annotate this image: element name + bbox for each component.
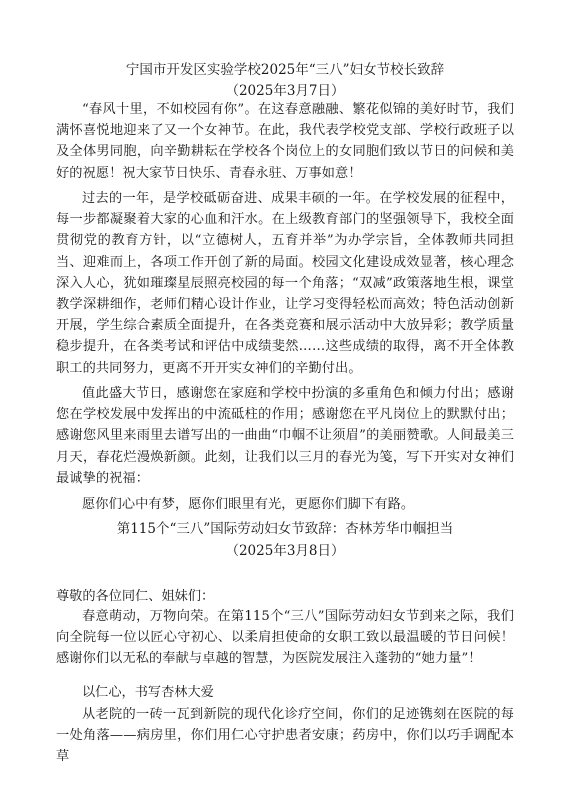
letter1-paragraph-1: “春风十里，不如校园有你”。在这春意融融、繁花似锦的美好时节，我们满怀喜悦地迎来了又一个女神节。在此，我代表学校党支部、学校行政班子以及全体男同胞，向辛勤耕耘在学校各个岗位上的女同胞们致以节日的问候和美好的祝愿！祝大家节日快乐、青春永驻、万事如意！ — [56, 102, 514, 181]
letter2-section-paragraph: 从老院的一砖一瓦到新院的现代化诊疗空间，你们的足迹镌刻在医院的每一处角落——病房里，你们用仁心守护患者安康；药房中，你们以巧手调配本草 — [56, 707, 514, 765]
letter2-salutation: 尊敬的各位同仁、姐妹们： — [56, 589, 215, 604]
letter1-paragraph-3: 值此盛大节日，感谢您在家庭和学校中扮演的多重角色和倾力付出；感谢您在学校发展中发挥出的中流砥柱的作用；感谢您在平凡岗位上的默默付出；感谢您风里来雨里去谱写出的一曲曲“巾帼不让须眉”的美丽赞歌。人间最美三月天，春花烂漫焕新颜。此刻，让我们以三月的春光为笺，写下开实对女神们最诚挚的祝福： — [56, 386, 514, 486]
letter2-title: 第115个“三八”国际劳动妇女节致辞：杏林芳华巾帼担当 — [116, 521, 454, 537]
letter2-section-heading: 以仁心，书写杏林大爱 — [82, 685, 214, 700]
letter2-date: （2025年3月8日） — [225, 543, 345, 559]
letter1-date: （2025年3月7日） — [225, 83, 345, 99]
letter1-paragraph-2: 过去的一年，是学校砥砺奋进、成果丰硕的一年。在学校发展的征程中，每一步都凝聚着大家的心血和汗水。在上级教育部门的坚强领导下，我校全面贯彻党的教育方针，以“立德树人，五育并举”为办学宗旨，全体教师共同担当、迎难而上，各项工作开创了新的局面。校园文化建设成效显著，核心理念深入人心，犹如璀璨星辰照亮校园的每一个角落；“双减”政策落地生根，课堂教学深耕细作，老师们精心设计作业，让学习变得轻松而高效；特色活动创新开展，学生综合素质全面提升，在各类竞赛和展示活动中大放异彩；教学质量稳步提升，在各类考试和评估中成绩斐然……这些成绩的取得，离不开全体教职工的共同努力，更离不开开实女神们的辛勤付出。 — [56, 191, 514, 376]
letter1-title: 宁国市开发区实验学校2025年“三八”妇女节校长致辞 — [125, 62, 445, 78]
letter2-paragraph-1: 春意萌动，万物向荣。在第115个“三八”国际劳动妇女节到来之际，我们向全院每一位以匠心守初心、以柔肩担使命的女职工致以最温暖的节日问候！感谢你们以无私的奉献与卓越的智慧，为医院发展注入蓬勃的“她力量”！ — [56, 609, 514, 667]
letter1-paragraph-4: 愿你们心中有梦，愿你们眼里有光，更愿你们脚下有路。 — [82, 497, 415, 512]
